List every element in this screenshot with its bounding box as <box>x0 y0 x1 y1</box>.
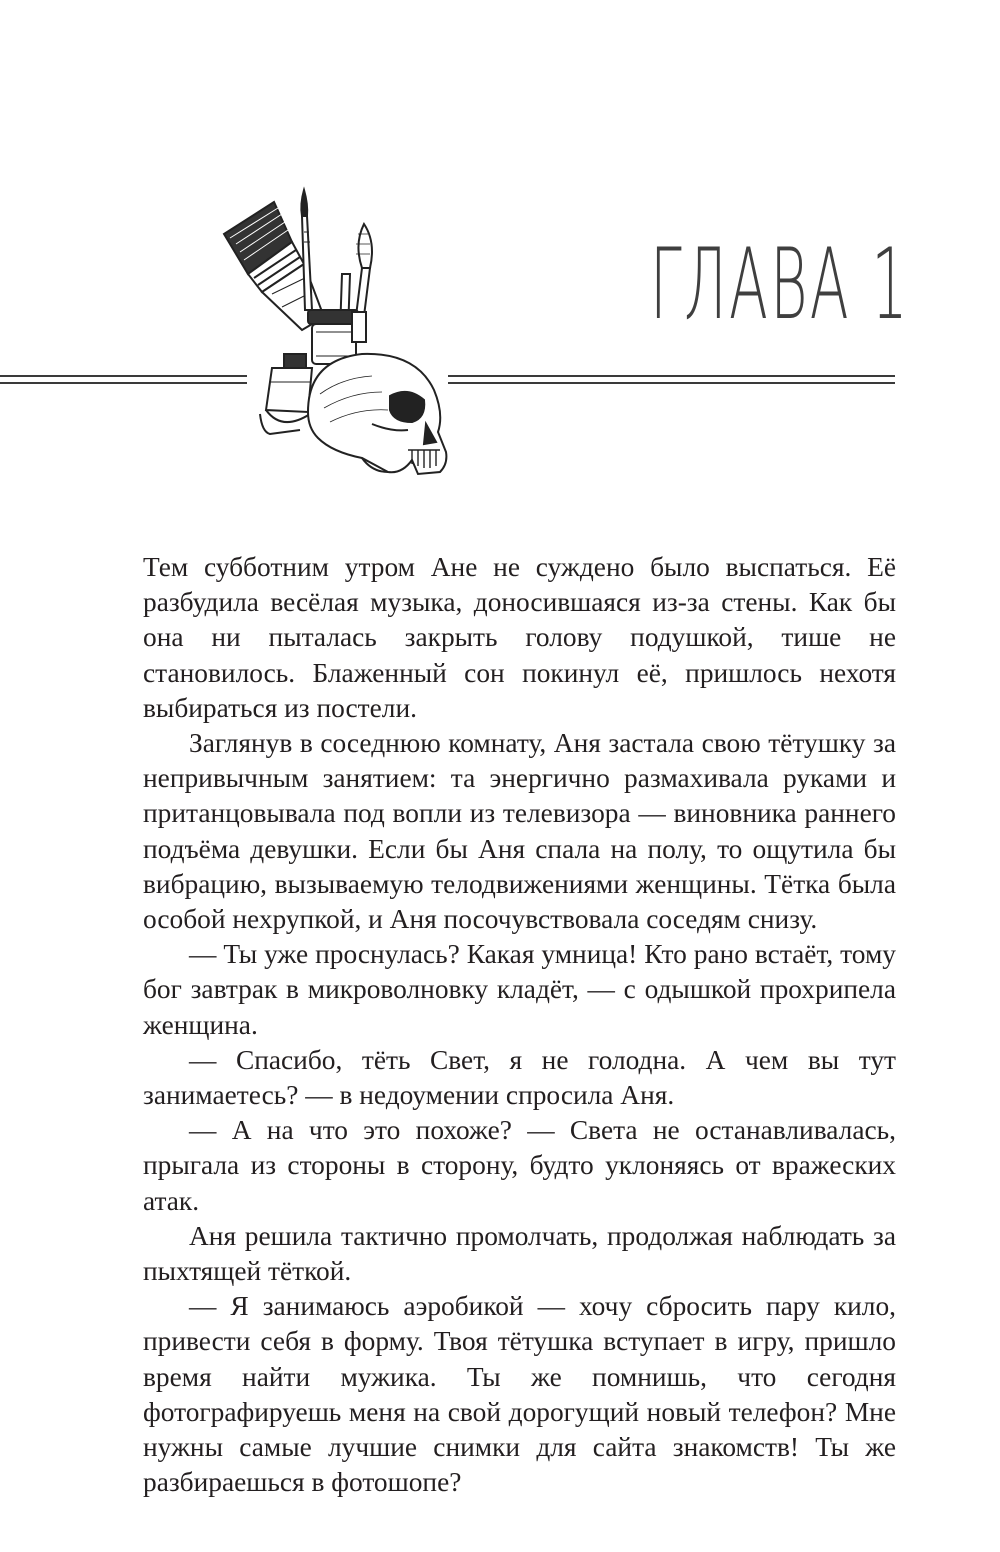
paragraph: — Ты уже проснулась? Какая умница! Кто рано встаёт, тому бог завтрак в микроволновку кладёт, — с одышкой прохрипела женщина. <box>143 939 896 1040</box>
paragraph: Тем субботним утром Ане не суждено было выспаться. Её разбудила весёлая музыка, доносившаяся из-за стены. Как бы она ни пыталась закрыть голову подушкой, тише не становилось. Блаженный сон покинул её, пришлось нехотя выбираться из постели. <box>143 552 896 723</box>
skull-icon <box>308 354 446 474</box>
paint-tube-icon <box>260 354 312 434</box>
skull-and-brushes-illustration <box>212 182 462 482</box>
heading-rule-left <box>0 375 247 385</box>
heading-rule-right <box>448 375 895 385</box>
paragraph: Аня решила тактично промолчать, продолжая наблюдать за пыхтящей тёткой. <box>143 1220 896 1287</box>
chapter-title: ГЛАВА 1 <box>650 228 910 342</box>
paragraph: — Я занимаюсь аэробикой — хочу сбросить пару кило, привести себя в форму. Твоя тётушка вступает в игру, пришло время найти мужика. Ты же помнишь, что сегодня фотографируешь меня на свой дорогущий новый телефон? Мне нужны самые лучшие снимки для сайта знакомств! Ты же разбираешься в фотошопе? <box>143 1291 896 1498</box>
paragraph: — А на что это похоже? — Света не останавливалась, прыгала из стороны в сторону, будто уклоняясь от вражеских атак. <box>143 1115 896 1216</box>
paragraph: Заглянув в соседнюю комнату, Аня застала свою тётушку за непривычным занятием: та энергично размахивала руками и пританцовывала под вопли из телевизора — виновника раннего подъёма девушки. Если бы Аня спала на полу, то ощутила бы вибрацию, вызываемую телодвижениями женщины. Тётка была особой нехрупкой, и Аня посочувствовала соседям снизу. <box>143 728 896 935</box>
chapter-body <box>143 550 896 1500</box>
paragraph: — Спасибо, тёть Свет, я не голодна. А чем вы тут занимаетесь? — в недоумении спросила Аня. <box>143 1044 896 1111</box>
